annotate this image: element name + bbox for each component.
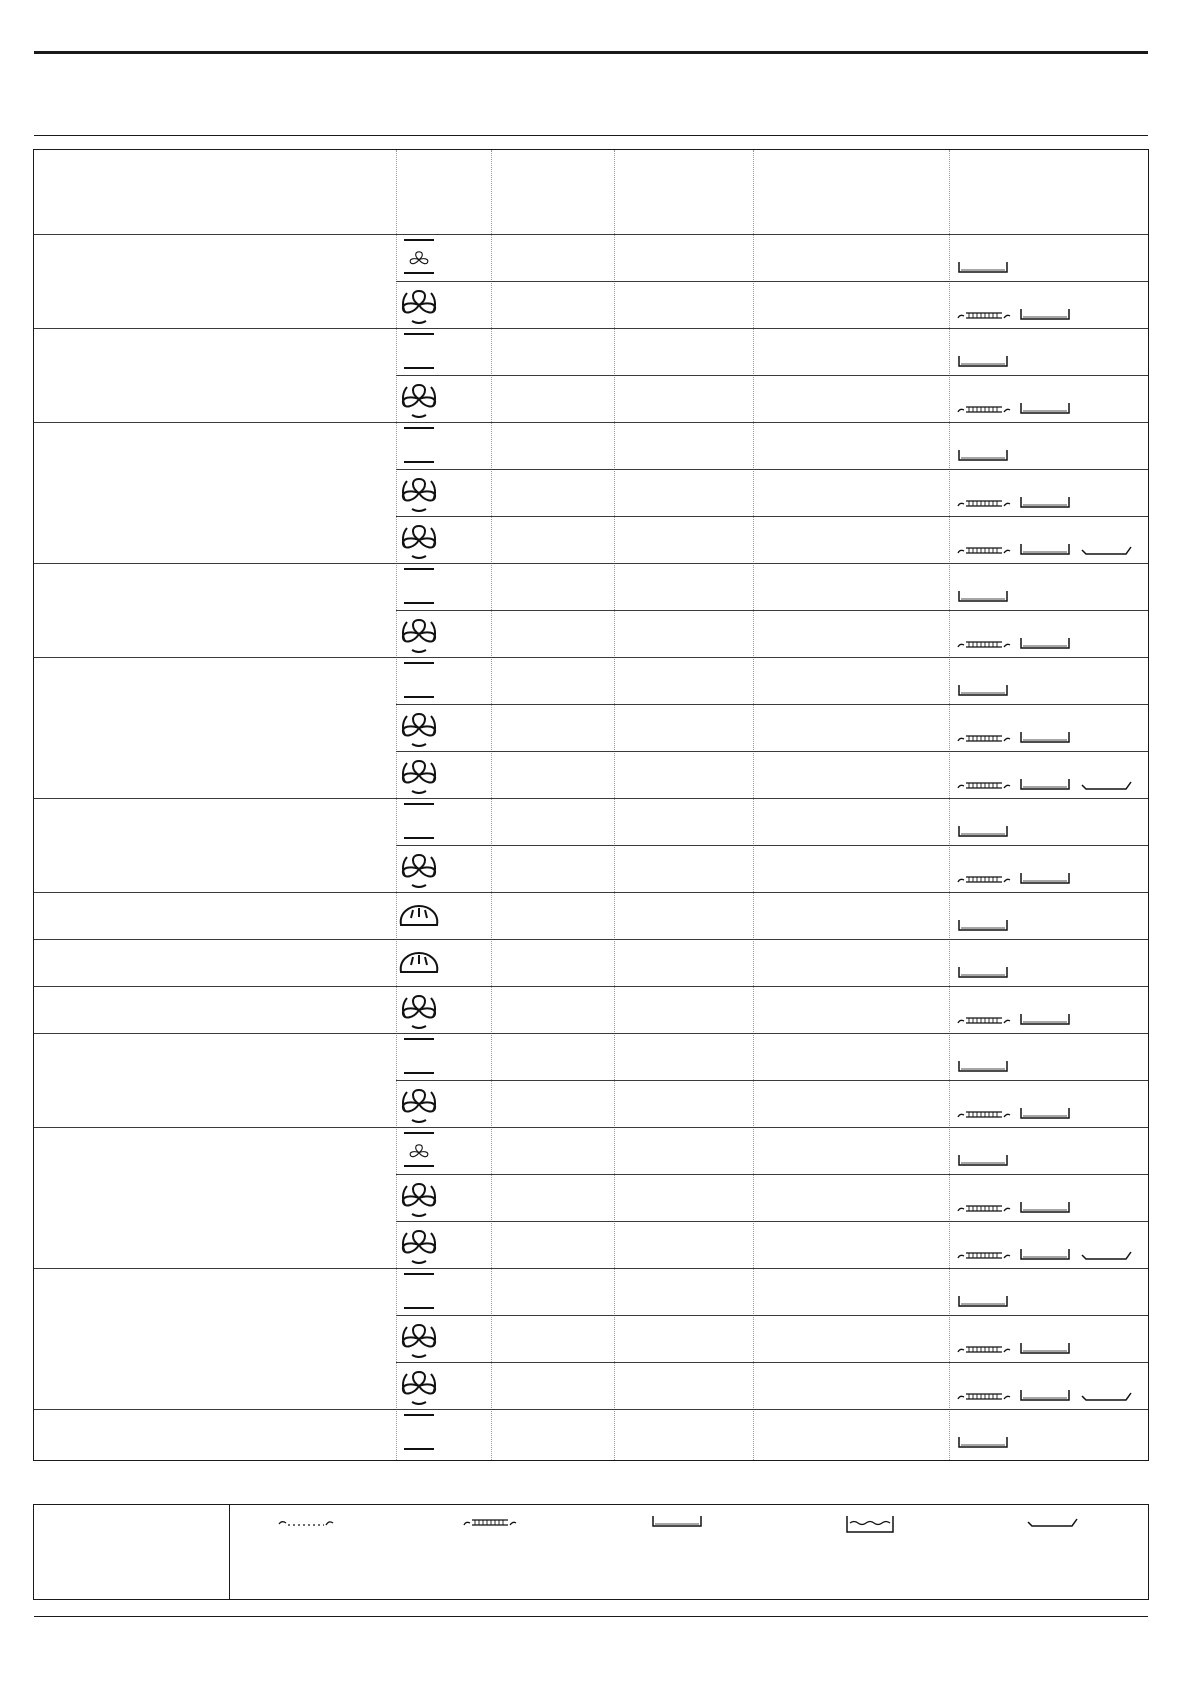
convection-fan-icon	[394, 517, 444, 563]
convection-fan-icon	[394, 470, 444, 516]
baking-tray-icon	[1019, 543, 1071, 562]
baking-tray-icon	[1019, 1248, 1071, 1267]
baking-tray-icon	[651, 1515, 703, 1534]
wire-shelf-icon	[957, 637, 1011, 656]
baking-tray-icon	[1019, 637, 1071, 656]
baking-tray-icon	[957, 590, 1009, 609]
top-bottom-heat-icon	[394, 423, 444, 469]
row-divider	[396, 469, 1148, 470]
shallow-tray-icon	[1081, 778, 1133, 797]
fan-grill-icon	[394, 235, 444, 281]
shallow-tray-icon	[1081, 1389, 1133, 1408]
wire-shelf-icon	[957, 402, 1011, 421]
convection-fan-icon	[394, 705, 444, 751]
baking-tray-icon	[1019, 402, 1071, 421]
wire-shelf-icon	[957, 1107, 1011, 1126]
wire-shelf-icon	[957, 308, 1011, 327]
row-divider	[396, 1315, 1148, 1316]
row-divider	[396, 610, 1148, 611]
shallow-tray-icon	[1081, 1248, 1133, 1267]
baking-tray-icon	[1019, 496, 1071, 515]
convection-fan-icon	[394, 752, 444, 798]
row-divider	[396, 751, 1148, 752]
wire-rack-icon	[278, 1515, 334, 1534]
cooking-table	[33, 149, 1149, 1461]
baking-tray-icon	[957, 1060, 1009, 1079]
group-divider	[34, 986, 1148, 987]
baking-tray-icon	[957, 261, 1009, 280]
convection-fan-icon	[394, 1316, 444, 1362]
baking-tray-icon	[957, 825, 1009, 844]
wire-shelf-icon	[957, 1201, 1011, 1220]
baking-tray-icon	[957, 684, 1009, 703]
fan-grill-icon	[394, 1128, 444, 1174]
bottom-rule	[34, 1616, 1148, 1617]
baking-tray-icon	[1019, 1389, 1071, 1408]
top-bottom-heat-icon	[394, 1410, 444, 1456]
group-divider	[34, 422, 1148, 423]
convection-fan-icon	[394, 1363, 444, 1409]
top-rule	[34, 51, 1148, 54]
baking-tray-icon	[957, 966, 1009, 985]
row-divider	[396, 1174, 1148, 1175]
group-divider	[34, 798, 1148, 799]
baking-tray-icon	[1019, 1201, 1071, 1220]
wire-shelf-icon	[957, 496, 1011, 515]
row-divider	[396, 281, 1148, 282]
shallow-tray-icon	[1027, 1515, 1079, 1534]
baking-tray-icon	[957, 919, 1009, 938]
wire-shelf-icon	[957, 1013, 1011, 1032]
top-bottom-heat-icon	[394, 1034, 444, 1080]
group-divider	[34, 657, 1148, 658]
wire-shelf-icon	[957, 1248, 1011, 1267]
column-divider	[491, 150, 492, 1460]
baking-tray-icon	[1019, 778, 1071, 797]
legend-divider	[229, 1505, 230, 1599]
convection-fan-icon	[394, 1081, 444, 1127]
baking-tray-icon	[1019, 1342, 1071, 1361]
group-divider	[34, 892, 1148, 893]
wire-shelf-icon	[957, 1342, 1011, 1361]
header-divider	[34, 234, 1148, 235]
wire-shelf-icon	[957, 872, 1011, 891]
convection-fan-icon	[394, 282, 444, 328]
group-divider	[34, 563, 1148, 564]
row-divider	[396, 845, 1148, 846]
convection-fan-icon	[394, 611, 444, 657]
wire-shelf-icon	[957, 731, 1011, 750]
bread-icon	[394, 893, 444, 939]
shallow-tray-icon	[1081, 543, 1133, 562]
top-bottom-heat-icon	[394, 799, 444, 845]
baking-tray-icon	[957, 355, 1009, 374]
baking-tray-icon	[957, 1295, 1009, 1314]
group-divider	[34, 1127, 1148, 1128]
convection-fan-icon	[394, 376, 444, 422]
group-divider	[34, 1268, 1148, 1269]
column-divider	[949, 150, 950, 1460]
group-divider	[34, 1033, 1148, 1034]
baking-tray-icon	[1019, 731, 1071, 750]
row-divider	[396, 1221, 1148, 1222]
header-rule	[34, 135, 1148, 136]
baking-tray-icon	[1019, 872, 1071, 891]
universal-pan-icon	[844, 1515, 896, 1540]
column-divider	[753, 150, 754, 1460]
baking-tray-icon	[957, 1154, 1009, 1173]
row-divider	[396, 375, 1148, 376]
convection-fan-icon	[394, 987, 444, 1033]
top-bottom-heat-icon	[394, 329, 444, 375]
convection-fan-icon	[394, 1222, 444, 1268]
row-divider	[396, 704, 1148, 705]
baking-tray-icon	[1019, 1013, 1071, 1032]
bread-icon	[394, 940, 444, 986]
group-divider	[34, 939, 1148, 940]
top-bottom-heat-icon	[394, 658, 444, 704]
baking-tray-icon	[1019, 1107, 1071, 1126]
wire-shelf-icon	[463, 1515, 517, 1534]
wire-shelf-icon	[957, 543, 1011, 562]
baking-tray-icon	[1019, 308, 1071, 327]
baking-tray-icon	[957, 449, 1009, 468]
column-divider	[614, 150, 615, 1460]
row-divider	[396, 1362, 1148, 1363]
baking-tray-icon	[957, 1436, 1009, 1455]
group-divider	[34, 328, 1148, 329]
wire-shelf-icon	[957, 1389, 1011, 1408]
convection-fan-icon	[394, 846, 444, 892]
top-bottom-heat-icon	[394, 564, 444, 610]
accessory-legend	[33, 1504, 1149, 1600]
convection-fan-icon	[394, 1175, 444, 1221]
row-divider	[396, 516, 1148, 517]
top-bottom-heat-icon	[394, 1269, 444, 1315]
group-divider	[34, 1409, 1148, 1410]
row-divider	[396, 1080, 1148, 1081]
wire-shelf-icon	[957, 778, 1011, 797]
